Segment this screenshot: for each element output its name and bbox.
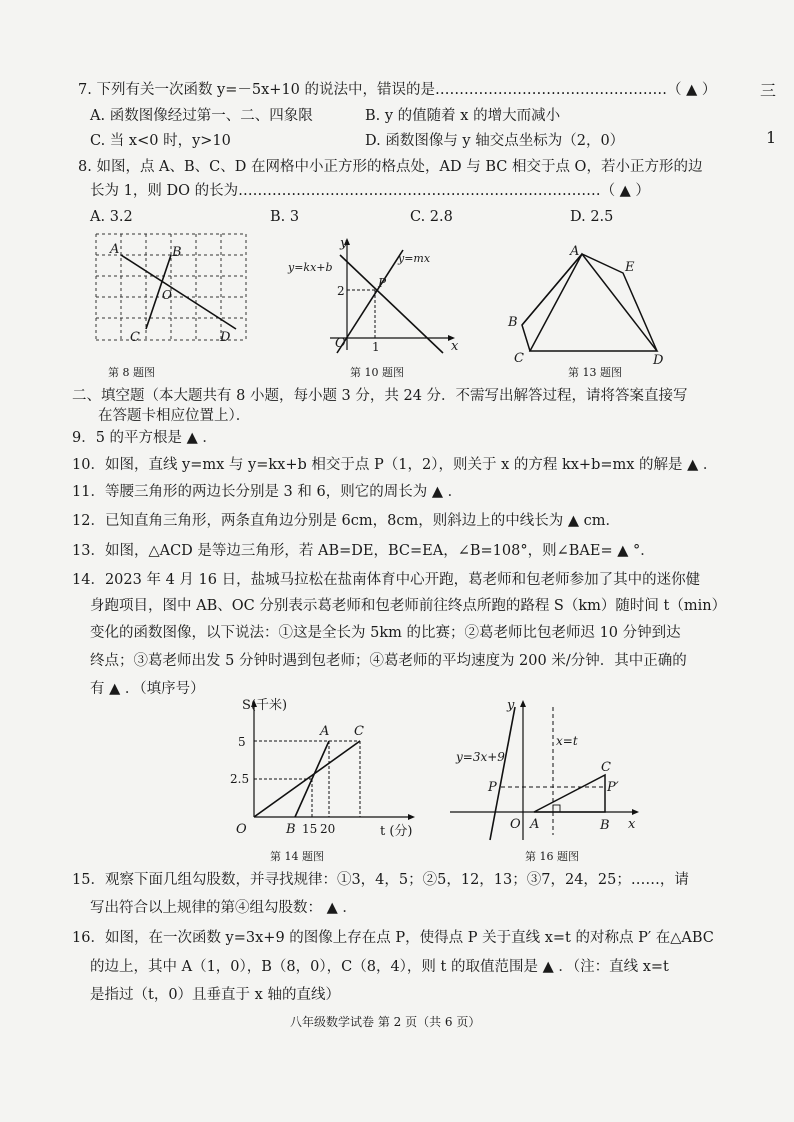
margin-mark: 三 (760, 81, 777, 100)
figure-16-caption: 第 16 题图 (525, 850, 579, 863)
x-axis-arrow (632, 809, 639, 815)
label-x: x (451, 339, 459, 354)
tick-15: 15 (302, 822, 318, 836)
y-axis-arrow (520, 700, 526, 707)
right-angle-mark (553, 805, 560, 812)
figure-14 (232, 695, 432, 843)
q11: 11．等腰三角形的两边长分别是 3 和 6，则它的周长为 ▲ ． (72, 484, 463, 500)
triangle-abc (534, 775, 605, 812)
q13: 13．如图，△ACD 是等边三角形，若 AB=DE，BC=EA，∠B=108°，则∠BAE= ▲ °． (72, 543, 655, 559)
q10: 10．如图，直线 y=mx 与 y=kx+b 相交于点 P（1，2），则关于 x 的方程 kx+b=mx 的解是 ▲ ． (72, 457, 718, 473)
label-b: B (600, 818, 610, 833)
x-axis-label: t (分) (380, 824, 413, 839)
q9: 9．5 的平方根是 ▲ ． (72, 430, 217, 446)
label-y: y (507, 698, 515, 713)
q8-option-d: D. 2.5 (570, 209, 614, 225)
q8-option-a: A. 3.2 (90, 209, 133, 225)
q7-option-d: D. 函数图像与 y 轴交点坐标为（2，0） (365, 133, 625, 149)
q14-line3: 变化的函数图像，以下说法：①这是全长为 5km 的比赛；②葛老师比包老师迟 10 分钟到达 (90, 625, 681, 641)
label-x: x (628, 817, 636, 832)
label-o: O (236, 822, 247, 837)
label-b: B (172, 245, 182, 260)
t-axis-arrow (408, 814, 415, 820)
label-b: B (286, 822, 296, 837)
figure-10-caption: 第 10 题图 (350, 366, 404, 379)
q8-line2: 长为 1，则 DO 的长为…………………………………………………………………（ ▲ ） (90, 183, 650, 199)
figure-8-caption: 第 8 题图 (108, 366, 155, 379)
q7-option-a: A. 函数图像经过第一、二、四象限 (90, 108, 313, 124)
q7-option-b: B. y 的值随着 x 的增大而减小 (365, 108, 561, 124)
q7-stem: 7. 下列有关一次函数 y=－5x+10 的说法中，错误的是…………………………………………（ ▲ ） (78, 82, 717, 98)
label-a: A (110, 242, 120, 257)
q15-line2: 写出符合以上规律的第④组勾股数： ▲ ． (90, 900, 357, 916)
q8-option-c: C. 2.8 (410, 209, 453, 225)
label-c: C (354, 724, 364, 739)
label-p-prime: P′ (607, 780, 619, 795)
q7-option-c: C. 当 x<0 时，y>10 (90, 133, 231, 149)
q12: 12．已知直角三角形，两条直角边分别是 6cm，8cm，则斜边上的中线长为 ▲ cm． (72, 513, 620, 529)
section2-heading-1: 二、填空题（本大题共有 8 小题，每小题 3 分，共 24 分．不需写出解答过程，请将答案直接写 (72, 388, 688, 404)
section2-heading-2: 在答题卡相应位置上）． (98, 408, 251, 424)
q15-line1: 15．观察下面几组勾股数，并寻找规律：①3，4，5；②5，12，13；③7，24，25；……，请 (72, 872, 689, 888)
label-y: y (340, 236, 348, 251)
tick-2-5: 2.5 (230, 772, 250, 786)
label-line: y=3x+9 (456, 750, 505, 764)
q8-line1: 8. 如图，点 A、B、C、D 在网格中小正方形的格点处，AD 与 BC 相交于点 O，若小正方形的边 (78, 159, 703, 175)
figure-13-caption: 第 13 题图 (568, 366, 622, 379)
tick-20: 20 (320, 822, 336, 836)
q16-line1: 16．如图，在一次函数 y=3x+9 的图像上存在点 P，使得点 P 关于直线 x=t 的对称点 P′ 在△ABC (72, 930, 714, 946)
label-p: P (488, 780, 497, 795)
label-o: O (335, 336, 346, 351)
segment-ab (522, 254, 582, 325)
triangle-acd (530, 254, 657, 351)
q16-line2: 的边上，其中 A（1，0），B（8，0），C（8，4），则 t 的取值范围是 ▲ ．（注：直线 x=t (90, 959, 669, 975)
figure-10 (285, 235, 465, 360)
tick-1: 1 (372, 340, 380, 354)
label-x-t: x=t (556, 734, 578, 748)
margin-mark: 1 (766, 128, 777, 147)
label-a: A (530, 817, 540, 832)
label-line-mx: y=mx (398, 252, 431, 265)
page-footer: 八年级数学试卷 第 2 页（共 6 页） (290, 1015, 481, 1029)
q14-line1: 14．2023 年 4 月 16 日，盐城马拉松在盐南体育中心开跑，葛老师和包老师参加了其中的迷你健 (72, 572, 701, 588)
q8-option-b: B. 3 (270, 209, 300, 225)
label-c: C (601, 760, 611, 775)
label-o: O (162, 288, 172, 302)
q14-line4: 终点；③葛老师出发 5 分钟时遇到包老师；④葛老师的平均速度为 200 米/分钟．其中正确的 (90, 653, 687, 669)
label-d: D (653, 353, 664, 368)
tick-2: 2 (337, 284, 345, 298)
label-c: C (514, 351, 524, 366)
label-e: E (625, 260, 635, 275)
label-p: P (378, 276, 387, 290)
tick-5: 5 (238, 735, 246, 749)
label-c: C (130, 330, 140, 345)
q16-line3: 是指过（t，0）且垂直于 x 轴的直线） (90, 987, 340, 1003)
label-a: A (320, 724, 330, 739)
figure-14-caption: 第 14 题图 (270, 850, 324, 863)
q14-line2: 身跑项目，图中 AB、OC 分别表示葛老师和包老师前往终点所跑的路程 S（km）随时间 t（min） (90, 598, 727, 614)
label-line-kx-b: y=kx+b (288, 261, 333, 274)
q14-line5: 有 ▲ ．（填序号） (90, 681, 205, 697)
label-o: O (510, 817, 521, 832)
figure-13 (500, 240, 680, 368)
figure-16 (448, 695, 648, 843)
label-a: A (570, 244, 580, 259)
figure-8 (88, 230, 258, 355)
segments-ab-bc (522, 254, 582, 351)
y-axis-label: S(千米) (242, 698, 288, 713)
label-d: D (220, 330, 231, 345)
label-b: B (508, 315, 518, 330)
